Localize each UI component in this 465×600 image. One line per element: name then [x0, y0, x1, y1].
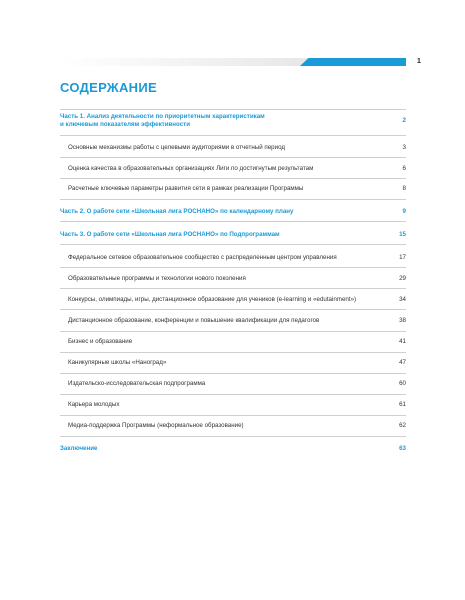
toc-entry-sub[interactable]	[60, 296, 406, 304]
toc-entry-part-1[interactable]	[60, 113, 406, 129]
toc-entry-sub[interactable]	[60, 359, 406, 367]
toc-entry-label: Каникулярные школы «Наноград»	[68, 359, 167, 366]
header-decoration-bar	[60, 58, 406, 66]
title-divider	[60, 109, 406, 110]
toc-entry-page: 8	[402, 185, 406, 192]
toc-divider	[60, 157, 406, 158]
toc-entry-sub[interactable]	[60, 380, 406, 388]
toc-entry-sub[interactable]	[60, 317, 406, 325]
toc-divider	[60, 436, 406, 437]
header-blue-stripe	[300, 58, 406, 66]
toc-entry-part-2[interactable]	[60, 208, 406, 216]
toc-entry-label: Основные механизмы работы с целевыми аудиториями в отчетный период	[68, 144, 285, 151]
toc-entry-page: 29	[399, 275, 406, 282]
toc-divider	[60, 288, 406, 289]
toc-entry-sub[interactable]	[60, 401, 406, 409]
toc-entry-page: 47	[399, 359, 406, 366]
toc-entry-label: Медиа-поддержка Программы (неформальное образование)	[68, 422, 244, 429]
toc-divider	[60, 244, 406, 245]
toc-entry-page: 2	[402, 117, 406, 124]
toc-entry-page: 61	[399, 401, 406, 408]
toc-entry-page: 41	[399, 338, 406, 345]
toc-entry-page: 60	[399, 380, 406, 387]
toc-entry-label: Заключение	[60, 445, 98, 452]
toc-entry-label: Федеральное сетевое образовательное сообщество с распределенным центром управления	[68, 254, 337, 261]
toc-entry-label: Часть 2. О работе сети «Школьная лига РОСНАНО» по календарному плану	[60, 208, 294, 215]
toc-divider	[60, 221, 406, 222]
toc-divider	[60, 331, 406, 332]
toc-divider	[60, 352, 406, 353]
toc-entry-label: Издательско-исследовательская подпрограмма	[68, 380, 206, 387]
toc-entry-label: Бизнес и образование	[68, 338, 133, 345]
toc-entry-page: 34	[399, 296, 406, 303]
toc-entry-label: Расчетные ключевые параметры развития сети в рамках реализации Программы	[68, 185, 304, 192]
page-title: СОДЕРЖАНИЕ	[60, 80, 157, 95]
toc-divider	[60, 267, 406, 268]
toc-entry-sub[interactable]	[60, 254, 406, 262]
toc-entry-label: Дистанционное образование, конференции и повышение квалификации для педагогов	[68, 317, 320, 324]
toc-divider	[60, 415, 406, 416]
toc-entry-page: 3	[402, 144, 406, 151]
toc-entry-sub[interactable]	[60, 165, 406, 173]
toc-entry-page: 62	[399, 422, 406, 429]
page-number: 1	[417, 58, 421, 65]
toc-entry-label: Оценка качества в образовательных организациях Лиги по достигнутым результатам	[68, 165, 314, 172]
toc-divider	[60, 135, 406, 136]
toc-divider	[60, 309, 406, 310]
toc-entry-page: 9	[402, 208, 406, 215]
toc-entry-sub[interactable]	[60, 275, 406, 283]
toc-divider	[60, 178, 406, 179]
toc-entry-sub[interactable]	[60, 422, 406, 430]
toc-entry-sub[interactable]	[60, 185, 406, 193]
toc-entry-label: Часть 3. О работе сети «Школьная лига РОСНАНО» по Подпрограммам	[60, 231, 280, 238]
toc-entry-sub[interactable]	[60, 144, 406, 152]
toc-divider	[60, 373, 406, 374]
toc-entry-sub[interactable]	[60, 338, 406, 346]
toc-entry-page: 15	[399, 231, 406, 238]
toc-divider	[60, 199, 406, 200]
toc-entry-part-3[interactable]	[60, 231, 406, 239]
header-grey-stripe	[60, 58, 340, 66]
toc-entry-page: 38	[399, 317, 406, 324]
toc-entry-conclusion[interactable]	[60, 445, 406, 453]
toc-entry-label: Карьера молодых	[68, 401, 120, 408]
toc-entry-label: Часть 1. Анализ деятельности по приоритетным характеристикам и ключевым показателям эффективности	[60, 113, 265, 128]
toc-entry-page: 6	[402, 165, 406, 172]
toc-entry-label: Образовательные программы и технологии нового поколения	[68, 275, 246, 282]
toc-entry-page: 63	[399, 445, 406, 452]
toc-entry-label: Конкурсы, олимпиады, игры, дистанционное образование для учеников (e-learning и «edutainment»)	[68, 296, 357, 303]
toc-entry-page: 17	[399, 254, 406, 261]
toc-divider	[60, 394, 406, 395]
